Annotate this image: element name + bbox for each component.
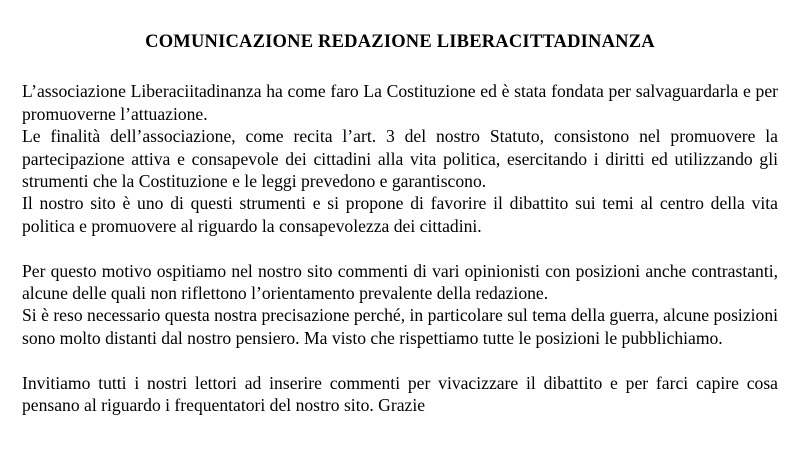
paragraph: Per questo motivo ospitiamo nel nostro sito commenti di vari opinionisti con posizioni anche contrastanti, alcune delle quali non riflettono l’orientamento prevalente della redazione.: [22, 260, 778, 304]
paragraph: Il nostro sito è uno di questi strumenti e si propone di favorire il dibattito sui temi al centro della vita politica e promuovere al riguardo la consapevolezza dei cittadini.: [22, 193, 778, 236]
paragraph-block-intro: [22, 80, 778, 237]
paragraph: Si è reso necessario questa nostra precisazione perché, in particolare sul tema della guerra, alcune posizioni sono molto distanti dal nostro pensiero. Ma visto che rispettiamo tutte le posizioni le pubblichiamo.: [22, 305, 778, 348]
document-title: COMUNICAZIONE REDAZIONE LIBERACITTADINANZA: [145, 32, 655, 52]
paragraph: L’associazione Liberaciitadinanza ha come faro La Costituzione ed è stata fondata per salvaguardarla e per promuoverne l’attuazione.: [22, 81, 778, 124]
paragraph-block-precisazione: [22, 260, 778, 350]
paragraph-block-invito: [22, 372, 778, 417]
paragraph: Le finalità dell’associazione, come recita l’art. 3 del nostro Statuto, consistono nel promuovere la partecipazione attiva e consapevole dei cittadini alla vita politica, esercitando i diritti ed utilizzando gli strumenti che la Costituzione e le leggi prevedono e garantiscono.: [22, 126, 778, 192]
paragraph: Invitiamo tutti i nostri lettori ad inserire commenti per vivacizzare il dibattito e per farci capire cosa pensano al riguardo i frequentatori del nostro sito. Grazie: [22, 372, 778, 416]
